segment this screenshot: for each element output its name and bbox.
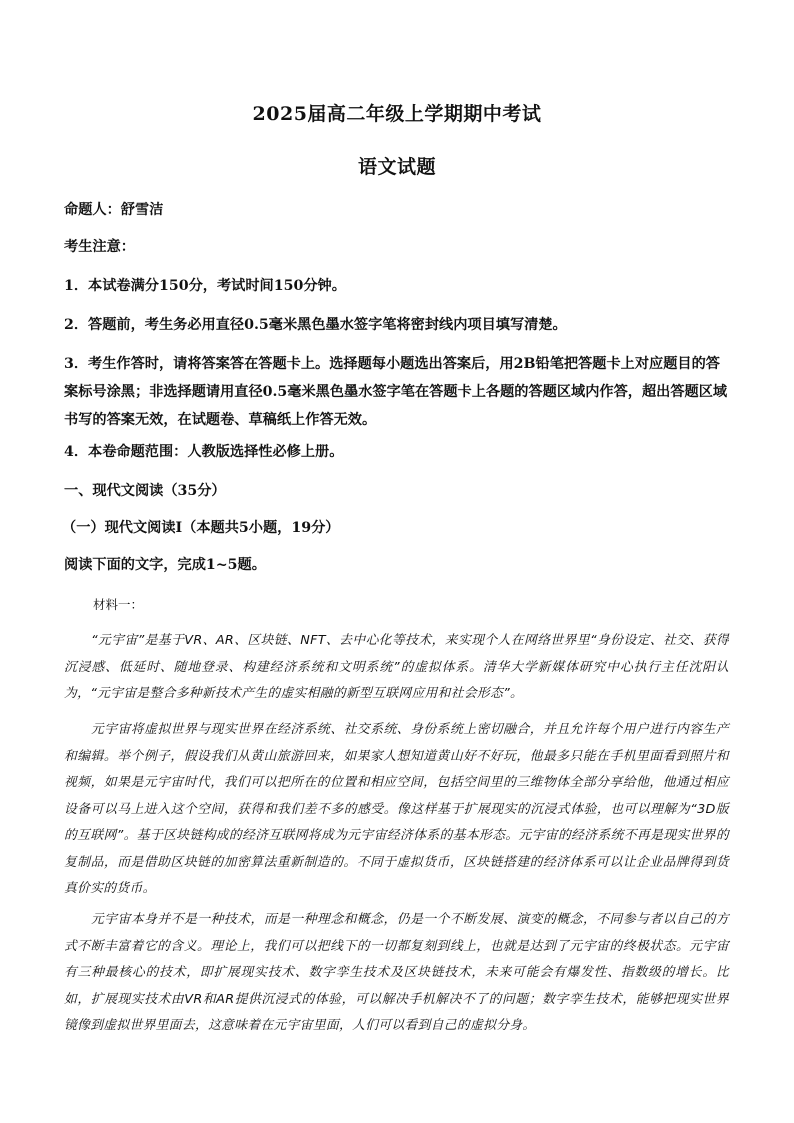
material-paragraph-1: “元宇宙”是基于VR、AR、区块链、NFT、去中心化等技术，来实现个人在网络世界里“身份设定、社交、获得沉浸感、低延时、随地登录、构建经济系统和文明系统”的虚拟体系。清华大学新媒体研究中心执行主任沈阳认为，“元宇宙是整合多种新技术产生的虚实相融的新型互联网应用和社会形态”。 <box>64 633 729 701</box>
notice-item-3: 3．考生作答时，请将答案答在答题卡上。选择题每小题选出答案后，用2B铅笔把答题卡上对应题目的答案标号涂黑；非选择题请用直径0.5毫米黑色墨水签字笔在答题卡上各题的答题区域内作答，超出答题区域书写的答案无效，在试题卷、草稿纸上作答无效。 <box>64 356 728 428</box>
material-paragraph-3: 元宇宙本身并不是一种技术，而是一种理念和概念，仍是一个不断发展、演变的概念，不同参与者以自己的方式不断丰富着它的含义。理论上，我们可以把线下的一切都复刻到线上，也就是达到了元宇宙的终极状态。元宇宙有三种最核心的技术，即扩展现实技术、数字孪生技术及区块链技术，未来可能会有爆发性、指数级的增长。比如，扩展现实技术由VR和AR提供沉浸式的体验，可以解决手机解决不了的问题；数字孪生技术，能够把现实世界镜像到虚拟世界里面去，这意味着在元宇宙里面，人们可以看到自己的虚拟分身。 <box>64 912 729 1033</box>
material-paragraph-2: 元宇宙将虚拟世界与现实世界在经济系统、社交系统、身份系统上密切融合，并且允许每个用户进行内容生产和编辑。举个例子，假设我们从黄山旅游回来，如果家人想知道黄山好不好玩，他最多只能在手机里面看到照片和视频，如果是元宇宙时代，我们可以把所在的位置和相应空间，包括空间里的三维物体全部分享给他，他通过相应设备可以马上进入这个空间，获得和我们差不多的感受。像这样基于扩展现实的沉浸式体验，也可以理解为“3D版的互联网”。基于区块链构成的经济互联网将成为元宇宙经济体系的基本形态。元宇宙的经济系统不再是现实世界的复制品，而是借助区块链的加密算法重新制造的。不同于虚拟货币，区块链搭建的经济体系可以让企业品牌得到货真价实的货币。 <box>64 722 729 896</box>
material-label: 材料一： <box>93 597 144 612</box>
author-line: 命题人：舒雪洁 <box>64 202 164 218</box>
notice-item-2: 2．答题前，考生务必用直径0.5毫米黑色墨水签字笔将密封线内项目填写清楚。 <box>64 317 567 333</box>
subsection-heading: （一）现代文阅读Ⅰ（本题共5小题，19分） <box>62 520 340 536</box>
reading-instruction: 阅读下面的文字，完成1~5题。 <box>64 557 266 573</box>
exam-subject-title: 语文试题 <box>357 156 436 178</box>
section-heading: 一、现代文阅读（35分） <box>64 483 226 499</box>
notice-item-4: 4．本卷命题范围：人教版选择性必修上册。 <box>64 444 344 460</box>
notice-item-1: 1．本试卷满分150分，考试时间150分钟。 <box>64 278 346 294</box>
notice-heading: 考生注意： <box>64 239 135 255</box>
exam-title: 2025届高二年级上学期期中考试 <box>252 103 542 125</box>
